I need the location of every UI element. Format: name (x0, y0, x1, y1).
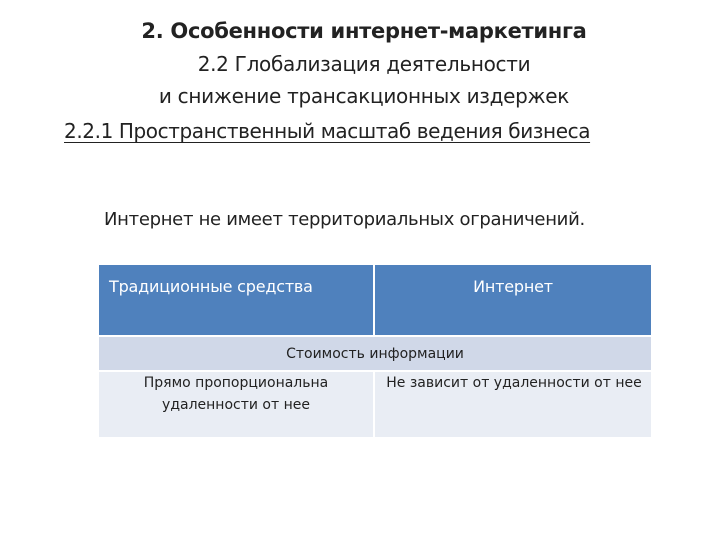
slide-title: 2. Особенности интернет-маркетинга (141, 19, 587, 43)
slide-subtitle-line-2: и снижение трансакционных издержек (158, 84, 570, 108)
table-cell-traditional: Прямо пропорциональна удаленности от нее (99, 371, 374, 437)
table-band-label: Стоимость информации (99, 336, 651, 371)
table-cell-internet: Не зависит от удаленности от нее (374, 371, 651, 437)
comparison-table (99, 265, 651, 437)
table-header-traditional: Традиционные средства (99, 265, 374, 336)
slide-subtitle-line-3: 2.2.1 Пространственный масштаб ведения бизнеса (64, 119, 591, 143)
table-header-internet: Интернет (374, 265, 651, 336)
table-header-row (99, 265, 651, 336)
table-band-row (99, 336, 651, 371)
slide-statement: Интернет не имеет территориальных ограничений. (104, 209, 585, 230)
table-row (99, 371, 651, 437)
slide-subtitle-line-1: 2.2 Глобализация деятельности (197, 52, 531, 76)
slide-title-block (0, 14, 728, 112)
